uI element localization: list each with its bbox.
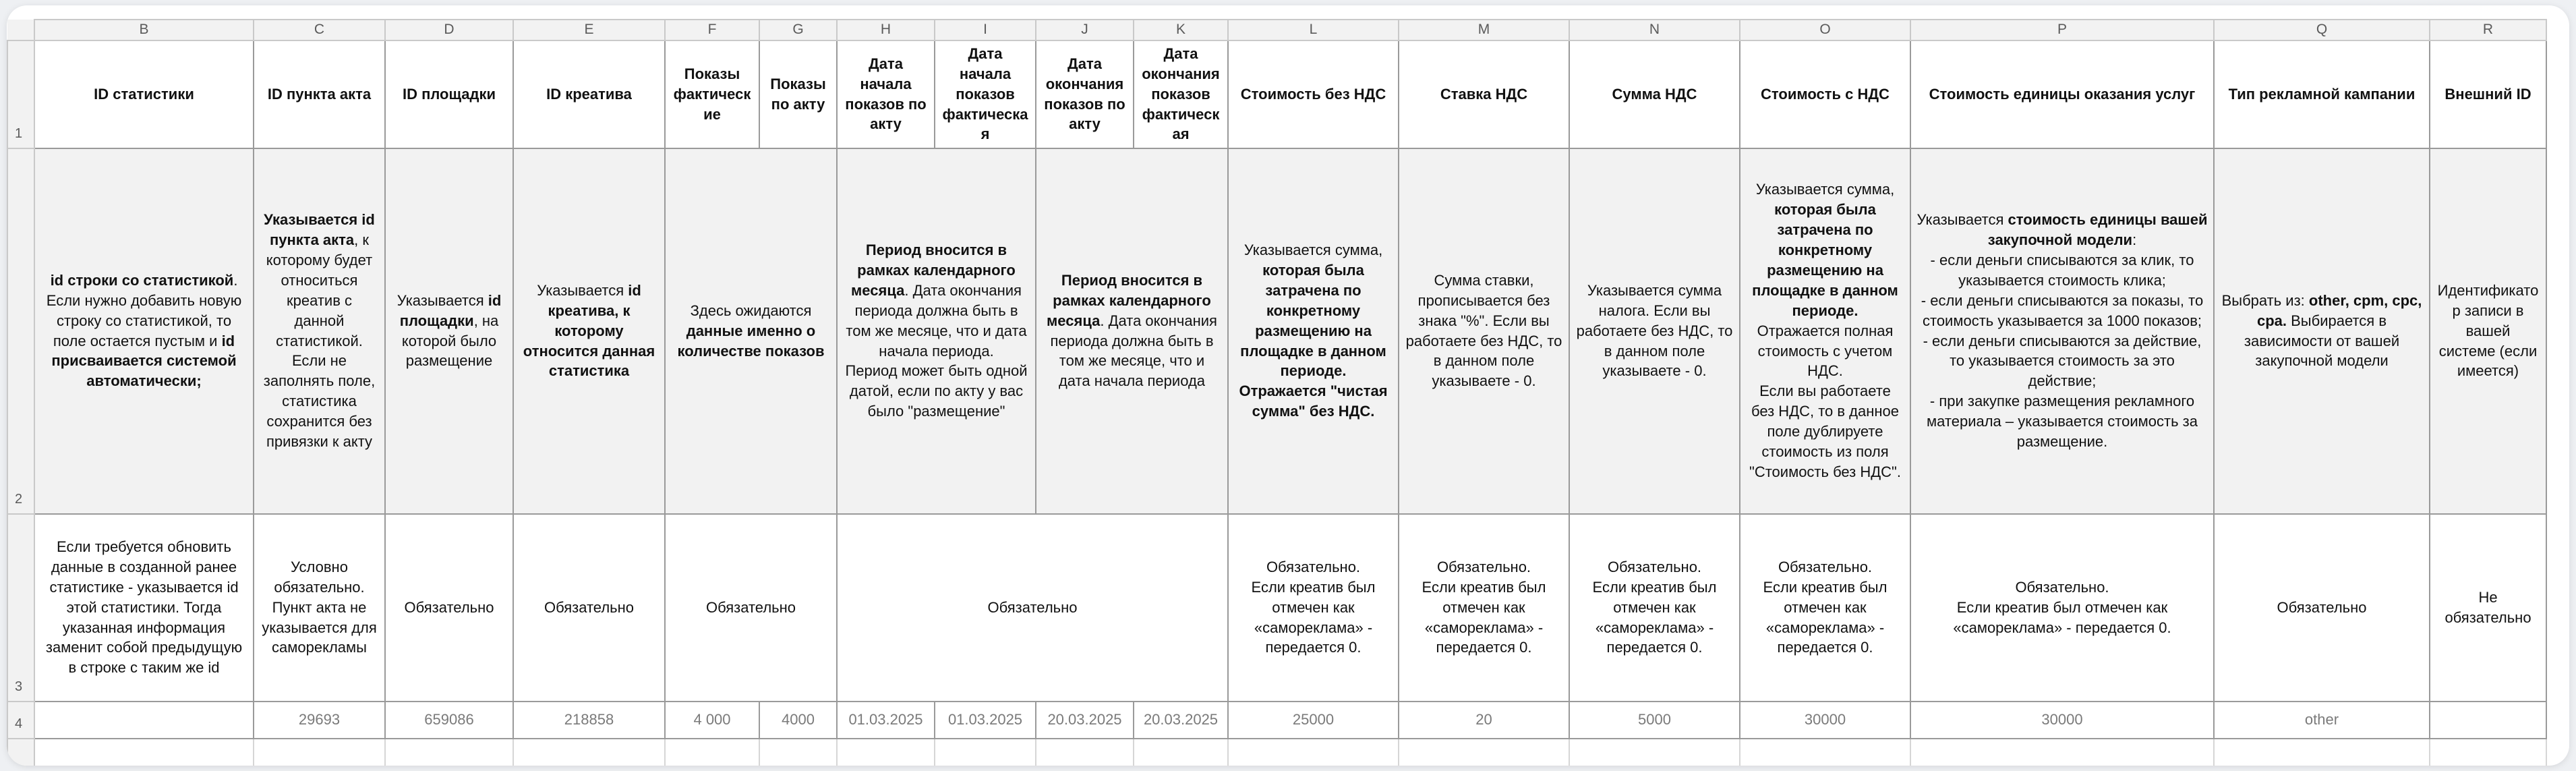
desc-bold: Период вносится в рамках календарного месяца [1047, 271, 1211, 329]
requirement-cell[interactable]: Обязательно. Если креатив был отмечен как «самореклама» - передается 0. [1910, 514, 2214, 702]
table-row [7, 148, 2546, 514]
empty-cell[interactable] [385, 739, 513, 766]
desc-text: Указывается [537, 281, 628, 299]
example-cell[interactable]: 30000 [1740, 702, 1910, 739]
table-row [7, 739, 2546, 766]
row-number[interactable] [7, 739, 34, 766]
description-cell-platform-id[interactable] [385, 148, 513, 514]
desc-bold: id присваивается системой автоматически; [51, 332, 237, 390]
header-cell[interactable]: Тип рекламной кампании [2214, 40, 2430, 148]
header-cell[interactable]: ID креатива [513, 40, 665, 148]
desc-text: . Дата окончания периода должна быть в том же месяце, что и дата начала периода. Период может быть одной датой, если по акту у вас было "размещение" [845, 281, 1028, 420]
requirement-cell[interactable]: Условно обязательно. Пункт акта не указывается для саморекламы [254, 514, 385, 702]
desc-text: Сумма ставки, прописывается без знака "%". Если вы работаете без НДС, то в данном поле указываете - 0. [1405, 271, 1562, 390]
example-cell[interactable] [34, 702, 254, 739]
example-cell[interactable]: 659086 [385, 702, 513, 739]
header-cell[interactable]: Дата начала показов фактическая [935, 40, 1036, 148]
header-cell[interactable]: Дата окончания показов фактическая [1134, 40, 1228, 148]
empty-cell[interactable] [254, 739, 385, 766]
desc-text: Указывается сумма налога. Если вы работаете без НДС, то в данном поле указываете - 0. [1576, 281, 1733, 380]
desc-text: Идентификатор записи в вашей системе (если имеется) [2437, 281, 2539, 380]
table-row [7, 514, 2546, 702]
column-header[interactable]: I [935, 20, 1036, 40]
column-header[interactable]: F [665, 20, 759, 40]
header-cell[interactable]: Показы по акту [759, 40, 837, 148]
example-cell[interactable]: other [2214, 702, 2430, 739]
empty-cell[interactable] [1740, 739, 1910, 766]
header-cell[interactable]: Показы фактические [665, 40, 759, 148]
column-header[interactable]: C [254, 20, 385, 40]
description-cell-cost-without-vat[interactable] [1228, 148, 1399, 514]
example-cell[interactable]: 4 000 [665, 702, 759, 739]
header-cell[interactable]: ID пункта акта [254, 40, 385, 148]
desc-text: , на которой было размещение [401, 312, 499, 370]
example-cell[interactable]: 01.03.2025 [837, 702, 935, 739]
requirement-cell[interactable]: Если требуется обновить данные в созданной ранее статистике - указывается id этой статистики. Тогда указанная информация заменит собой предыдущую в строке с таким же id [34, 514, 254, 702]
column-header[interactable]: O [1740, 20, 1910, 40]
column-header[interactable]: N [1569, 20, 1740, 40]
description-cell-cost-with-vat[interactable] [1740, 148, 1910, 514]
desc-bold: id креатива, к которому относится данная статистика [523, 281, 655, 380]
header-cell[interactable]: Стоимость без НДС [1228, 40, 1399, 148]
requirement-cell[interactable]: Обязательно [2214, 514, 2430, 702]
description-cell-external-id[interactable] [2430, 148, 2546, 514]
example-cell[interactable]: 01.03.2025 [935, 702, 1036, 739]
requirement-cell[interactable]: Не обязательно [2430, 514, 2546, 702]
desc-text: Выбирается в зависимости от вашей закупочной модели [2244, 312, 2400, 370]
empty-cell[interactable] [2214, 739, 2430, 766]
desc-bold: Указывается id пункта акта [264, 211, 375, 249]
requirement-cell[interactable]: Обязательно [665, 514, 837, 702]
empty-cell[interactable] [2430, 739, 2546, 766]
empty-cell[interactable] [837, 739, 935, 766]
row-number[interactable]: 2 [7, 148, 34, 514]
header-cell[interactable]: Ставка НДС [1399, 40, 1569, 148]
empty-cell[interactable] [1134, 739, 1228, 766]
empty-cell[interactable] [1228, 739, 1399, 766]
desc-bold: other, cpm, cpc, cpa. [2256, 291, 2422, 329]
description-cell-creative-id[interactable] [513, 148, 665, 514]
empty-cell[interactable] [1036, 739, 1134, 766]
description-cell-impressions[interactable] [665, 148, 837, 514]
desc-bold: которая была затрачена по конкретному размещению на площадке в данном периоде. Отражается "чистая сумма" без НДС. [1239, 261, 1388, 420]
description-cell-start-dates[interactable] [837, 148, 1036, 514]
desc-text: , к которому будет относиться креатив с данной статистикой. Если не заполнять поле, статистика сохранится без привязки к акту [263, 231, 376, 451]
empty-cell[interactable] [759, 739, 837, 766]
desc-text: Выбрать из: [2221, 291, 2309, 309]
column-header-row [7, 20, 2546, 40]
desc-bold: стоимость единицы вашей закупочной модели [1987, 211, 2208, 249]
requirement-cell[interactable]: Обязательно [513, 514, 665, 702]
row-number[interactable]: 1 [7, 40, 34, 148]
description-cell-vat-amount[interactable] [1569, 148, 1740, 514]
requirement-cell[interactable]: Обязательно. Если креатив был отмечен как «самореклама» - передается 0. [1740, 514, 1910, 702]
column-header[interactable]: Q [2214, 20, 2430, 40]
header-cell[interactable]: Дата начала показов по акту [837, 40, 935, 148]
column-header[interactable]: L [1228, 20, 1399, 40]
table-row [7, 702, 2546, 739]
table-row [7, 40, 2546, 148]
column-header[interactable]: B [34, 20, 254, 40]
desc-bold: id площадки [399, 291, 502, 329]
spreadsheet-grid [7, 19, 2547, 766]
description-cell-unit-cost[interactable] [1910, 148, 2214, 514]
desc-bold: которая была затрачена по конкретному размещению на площадке в данном периоде. [1752, 201, 1898, 319]
empty-cell[interactable] [935, 739, 1036, 766]
empty-cell[interactable] [665, 739, 759, 766]
requirement-cell[interactable]: Обязательно [385, 514, 513, 702]
column-header[interactable]: R [2430, 20, 2546, 40]
example-cell[interactable]: 5000 [1569, 702, 1740, 739]
empty-cell[interactable] [1399, 739, 1569, 766]
header-cell[interactable]: ID площадки [385, 40, 513, 148]
row-number[interactable]: 4 [7, 702, 34, 739]
desc-text: . Дата окончания периода должна быть в том же месяце, что и дата начала периода [1050, 312, 1217, 390]
description-cell-stat-id[interactable] [34, 148, 254, 514]
empty-cell[interactable] [1910, 739, 2214, 766]
description-cell-act-item-id[interactable] [254, 148, 385, 514]
example-cell[interactable]: 20.03.2025 [1036, 702, 1134, 739]
header-cell[interactable]: Дата окончания показов по акту [1036, 40, 1134, 148]
column-header[interactable]: D [385, 20, 513, 40]
requirement-cell[interactable]: Обязательно [837, 514, 1228, 702]
desc-text: . Если нужно добавить новую строку со статистикой, то поле остается пустым и [46, 271, 242, 349]
desc-text: Указывается сумма, [1755, 181, 1895, 198]
desc-bold: данные именно о количестве показов [677, 322, 825, 360]
requirement-cell[interactable]: Обязательно. Если креатив был отмечен как «самореклама» - передается 0. [1569, 514, 1740, 702]
empty-cell[interactable] [513, 739, 665, 766]
example-cell[interactable]: 4000 [759, 702, 837, 739]
column-header[interactable]: H [837, 20, 935, 40]
empty-cell[interactable] [1569, 739, 1740, 766]
column-header[interactable]: K [1134, 20, 1228, 40]
column-header[interactable]: G [759, 20, 837, 40]
description-cell-vat-rate[interactable] [1399, 148, 1569, 514]
column-header[interactable]: E [513, 20, 665, 40]
requirement-cell[interactable]: Обязательно. Если креатив был отмечен как «самореклама» - передается 0. [1228, 514, 1399, 702]
desc-text: Указывается [397, 291, 488, 309]
example-cell[interactable]: 25000 [1228, 702, 1399, 739]
header-cell[interactable]: Стоимость единицы оказания услуг [1910, 40, 2214, 148]
desc-bold: id строки со статистикой [50, 271, 234, 289]
spreadsheet-window [7, 5, 2569, 766]
empty-cell[interactable] [34, 739, 254, 766]
column-header[interactable]: P [1910, 20, 2214, 40]
row-number[interactable]: 3 [7, 514, 34, 702]
requirement-cell[interactable]: Обязательно. Если креатив был отмечен как «самореклама» - передается 0. [1399, 514, 1569, 702]
column-header[interactable]: J [1036, 20, 1134, 40]
desc-text: Отражается полная стоимость с учетом НДС. Если вы работаете без НДС, то в данное поле дублируете стоимость из поля "Стоимость без НДС". [1749, 322, 1901, 480]
example-cell[interactable]: 29693 [254, 702, 385, 739]
desc-text: : - если деньги списываются за клик, то указывается стоимость клика; - если деньги списываются за показы, то стоимость указывается за 1000 показов; - если деньги списываются за действие, то указывается стоимость за это действие; - при закупке размещения рекламного материала – указывается стоимость за размещение. [1921, 231, 2204, 451]
example-cell[interactable]: 20 [1399, 702, 1569, 739]
column-header[interactable]: M [1399, 20, 1569, 40]
description-cell-end-dates[interactable] [1036, 148, 1228, 514]
description-cell-campaign-type[interactable] [2214, 148, 2430, 514]
example-cell[interactable]: 30000 [1910, 702, 2214, 739]
header-cell[interactable]: Стоимость с НДС [1740, 40, 1910, 148]
desc-text: Указывается [1916, 211, 2008, 229]
header-cell[interactable]: ID статистики [34, 40, 254, 148]
header-cell[interactable]: Сумма НДС [1569, 40, 1740, 148]
desc-bold: Период вносится в рамках календарного месяца [851, 241, 1016, 299]
example-cell[interactable]: 218858 [513, 702, 665, 739]
desc-text: Указывается сумма, [1243, 241, 1383, 258]
example-cell[interactable] [2430, 702, 2546, 739]
header-cell[interactable]: Внешний ID [2430, 40, 2546, 148]
example-cell[interactable]: 20.03.2025 [1134, 702, 1228, 739]
desc-text: Здесь ожидаются [690, 302, 812, 319]
corner-cell[interactable] [7, 20, 34, 40]
